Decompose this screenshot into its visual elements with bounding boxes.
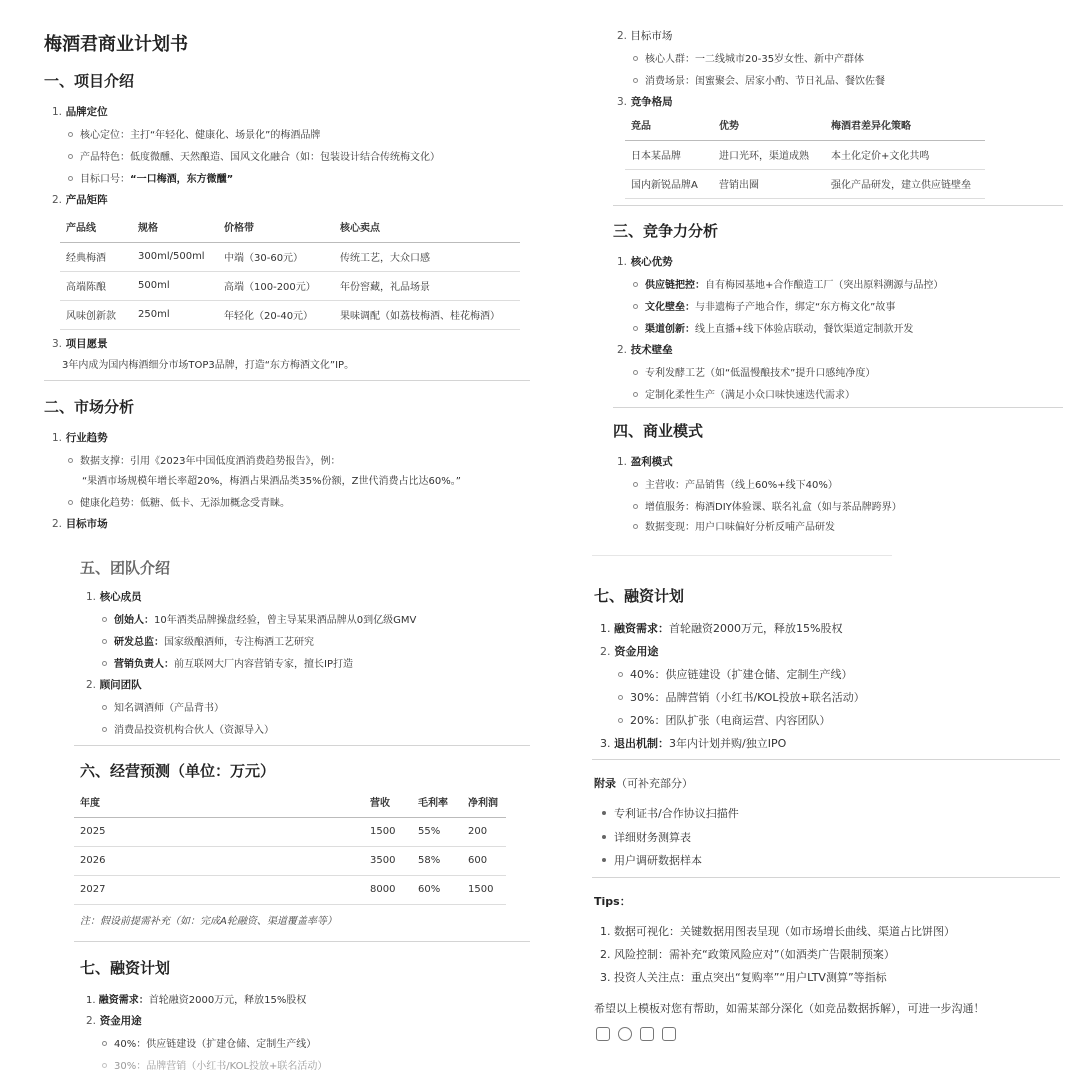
table-row — [74, 875, 506, 904]
list-item: 增值服务：梅酒DIY体验课、联名礼盒（如与茶品牌跨界） — [633, 498, 902, 513]
table-header: 年度 — [74, 787, 364, 817]
table-cell: 经典梅酒 — [60, 242, 132, 271]
list-item: 知名调酒师（产品背书） — [102, 699, 224, 714]
profit-model-label: 1. 盈利模式 — [617, 456, 673, 468]
table-cell: 600 — [462, 846, 506, 875]
section-heading-competitiveness: 三、竞争力分析 — [613, 222, 719, 240]
section-heading-financing: 七、融资计划 — [594, 587, 685, 605]
table-cell: 55% — [412, 817, 462, 846]
list-item: 定制化柔性生产（满足小众口味快速迭代需求） — [633, 386, 855, 401]
table-header: 营收 — [364, 787, 412, 817]
table-header: 毛利率 — [412, 787, 462, 817]
table-row — [74, 846, 506, 875]
tech-barrier-label: 2. 技术壁垒 — [617, 344, 673, 356]
list-item: 详细财务测算表 — [602, 829, 691, 845]
table-cell: 强化产品研发，建立供应链壁垒 — [825, 169, 985, 198]
list-item: 消费品投资机构合伙人（资源导入） — [102, 721, 274, 736]
table-cell: 营销出圈 — [713, 169, 825, 198]
table-cell: 3500 — [364, 846, 412, 875]
list-item: 渠道创新：线上直播+线下体验店联动，餐饮渠道定制款开发 — [633, 320, 913, 335]
table-cell: 国内新锐品牌A — [625, 169, 713, 198]
list-item: 创始人：10年酒类品牌操盘经验，曾主导某果酒品牌从0到亿级GMV — [102, 611, 416, 626]
competition-label: 3. 竞争格局 — [617, 96, 673, 108]
table-header: 价格带 — [218, 212, 334, 242]
list-item: 产品特色：低度微醺、天然酿造、国风文化融合（如：包装设计结合传统梅文化） — [68, 148, 440, 163]
table-cell: 250ml — [132, 300, 218, 329]
table-cell: 1500 — [462, 875, 506, 904]
table-cell: 风味创新款 — [60, 300, 132, 329]
table-row — [60, 242, 520, 271]
panel-bottom-left — [60, 545, 530, 1072]
list-item: 核心定位：主打“年轻化、健康化、场景化”的梅酒品牌 — [68, 126, 320, 141]
table-header-row — [625, 110, 985, 140]
table-cell: 高端陈酿 — [60, 271, 132, 300]
target-label: 2. 目标市场 — [617, 30, 673, 42]
target-label: 2. 目标市场 — [52, 518, 108, 530]
panel-top-right — [585, 10, 1065, 533]
table-cell: 2027 — [74, 875, 364, 904]
forecast-table — [74, 787, 506, 905]
table-row — [74, 817, 506, 846]
financing-need: 1. 融资需求：首轮融资2000万元，释放15%股权 — [600, 622, 843, 635]
table-cell: 本土化定价+文化共鸣 — [825, 140, 985, 169]
table-header-row — [60, 212, 520, 242]
fund-use-label: 2. 资金用途 — [600, 645, 659, 658]
message-actions — [596, 1027, 676, 1041]
table-header: 优势 — [713, 110, 825, 140]
table-cell: 58% — [412, 846, 462, 875]
list-item: 数据支撑：引用《2023年中国低度酒消费趋势报告》，例： — [68, 452, 340, 467]
table-cell: 200 — [462, 817, 506, 846]
list-item: 数据变现：用户口味偏好分析反哺产品研发 — [633, 518, 835, 533]
list-item: 供应链把控：自有梅园基地+合作酿造工厂（突出原料溯源与品控） — [633, 276, 943, 291]
matrix-label: 2. 产品矩阵 — [52, 194, 108, 206]
list-item: 20%：团队扩张（电商运营、内容团队） — [618, 712, 830, 728]
doc-title: 梅酒君商业计划书 — [44, 34, 188, 55]
divider — [613, 407, 1063, 408]
vision-label: 3. 项目愿景 — [52, 338, 108, 350]
list-item: 目标口号：“一口梅酒，东方微醺” — [68, 170, 233, 185]
list-item: 用户调研数据样本 — [602, 852, 702, 868]
table-header: 竞品 — [625, 110, 713, 140]
list-item: 文化壁垒：与非遗梅子产地合作，绑定“东方梅文化”故事 — [633, 298, 895, 313]
table-header: 产品线 — [60, 212, 132, 242]
section-heading-financing: 七、融资计划 — [80, 959, 171, 977]
list-item: 健康化趋势：低糖、低卡、无添加概念受青睐。 — [68, 494, 290, 509]
list-item: 40%：供应链建设（扩建仓储、定制生产线） — [618, 666, 852, 682]
list-item: 30%：品牌营销（小红书/KOL投放+联名活动） — [102, 1057, 327, 1072]
divider — [74, 745, 530, 746]
table-cell: 传统工艺，大众口感 — [334, 242, 520, 271]
exit-mechanism: 3. 退出机制：3年内计划并购/独立IPO — [600, 737, 787, 750]
table-cell: 高端（100-200元） — [218, 271, 334, 300]
list-item: 30%：品牌营销（小红书/KOL投放+联名活动） — [618, 689, 865, 705]
advisors-label: 2. 顾问团队 — [86, 679, 142, 691]
refresh-icon[interactable] — [618, 1027, 632, 1041]
section-heading-business-model: 四、商业模式 — [613, 422, 704, 440]
table-cell: 年轻化（20-40元） — [218, 300, 334, 329]
table-cell: 300ml/500ml — [132, 242, 218, 271]
financing-need: 1. 融资需求：首轮融资2000万元，释放15%股权 — [86, 995, 307, 1006]
table-row — [625, 140, 985, 169]
table-cell: 500ml — [132, 271, 218, 300]
divider — [592, 759, 1060, 760]
table-row — [60, 271, 520, 300]
quote-text: “果酒市场规模年增长率超20%，梅酒占果酒品类35%份额，Z世代消费占比达60%。” — [82, 476, 461, 487]
tip-item: 1. 数据可视化：关键数据用图表呈现（如市场增长曲线、渠道占比饼图） — [600, 925, 955, 938]
table-cell: 1500 — [364, 817, 412, 846]
competition-table — [625, 110, 985, 199]
copy-icon[interactable] — [596, 1027, 610, 1041]
table-header: 梅酒君差异化策略 — [825, 110, 985, 140]
trend-label: 1. 行业趋势 — [52, 432, 108, 444]
table-cell: 日本某品牌 — [625, 140, 713, 169]
section-heading-market: 二、市场分析 — [44, 398, 135, 416]
divider — [592, 555, 892, 556]
tip-item: 3. 投资人关注点：重点突出“复购率”“用户LTV测算”等指标 — [600, 971, 887, 984]
vision-text: 3年内成为国内梅酒细分市场TOP3品牌，打造“东方梅酒文化”IP。 — [62, 360, 355, 371]
list-item: 消费场景：闺蜜聚会、居家小酌、节日礼品、餐饮佐餐 — [633, 72, 885, 87]
table-cell: 8000 — [364, 875, 412, 904]
fund-use-label: 2. 资金用途 — [86, 1015, 142, 1027]
list-item: 研发总监：国家级酿酒师，专注梅酒工艺研究 — [102, 633, 314, 648]
tip-item: 2. 风险控制：需补充“政策风险应对”（如酒类广告限制预案） — [600, 948, 895, 961]
panel-top-left — [30, 18, 540, 530]
divider — [44, 380, 530, 381]
table-header: 规格 — [132, 212, 218, 242]
table-row — [60, 300, 520, 329]
table-cell: 2025 — [74, 817, 364, 846]
list-item: 营销负责人：前互联网大厂内容营销专家，擅长IP打造 — [102, 655, 353, 670]
product-matrix-table — [60, 212, 520, 330]
table-header: 净利润 — [462, 787, 506, 817]
core-advantage-label: 1. 核心优势 — [617, 256, 673, 268]
table-header-row — [74, 787, 506, 817]
table-cell: 60% — [412, 875, 462, 904]
appendix-heading: 附录（可补充部分） — [594, 777, 693, 790]
forecast-note: 注：假设前提需补充（如：完成A轮融资、渠道覆盖率等） — [80, 916, 337, 927]
table-header: 核心卖点 — [334, 212, 520, 242]
brand-label: 1. 品牌定位 — [52, 106, 108, 118]
divider — [74, 941, 530, 942]
panel-bottom-right — [580, 545, 1070, 1045]
table-row — [625, 169, 985, 198]
divider — [592, 877, 1060, 878]
thumbs-down-icon[interactable] — [662, 1027, 676, 1041]
closing-text: 希望以上模板对您有帮助，如需某部分深化（如竞品数据拆解），可进一步沟通！ — [594, 1002, 985, 1015]
section-heading-team: 五、团队介绍 — [80, 559, 171, 577]
table-cell: 进口光环，渠道成熟 — [713, 140, 825, 169]
core-members-label: 1. 核心成员 — [86, 591, 142, 603]
section-heading-intro: 一、项目介绍 — [44, 72, 135, 90]
list-item: 核心人群：一二线城市20-35岁女性、新中产群体 — [633, 50, 864, 65]
section-heading-forecast: 六、经营预测（单位：万元） — [80, 762, 276, 780]
table-cell: 果味调配（如荔枝梅酒、桂花梅酒） — [334, 300, 520, 329]
list-item: 主营收：产品销售（线上60%+线下40%） — [633, 476, 838, 491]
table-cell: 2026 — [74, 846, 364, 875]
tips-heading: Tips： — [594, 895, 631, 908]
divider — [613, 205, 1063, 206]
list-item: 40%：供应链建设（扩建仓储、定制生产线） — [102, 1035, 316, 1050]
list-item: 专利发酵工艺（如“低温慢酿技术”提升口感纯净度） — [633, 364, 875, 379]
table-cell: 中端（30-60元） — [218, 242, 334, 271]
table-cell: 年份窖藏，礼品场景 — [334, 271, 520, 300]
thumbs-up-icon[interactable] — [640, 1027, 654, 1041]
list-item: 专利证书/合作协议扫描件 — [602, 805, 739, 821]
